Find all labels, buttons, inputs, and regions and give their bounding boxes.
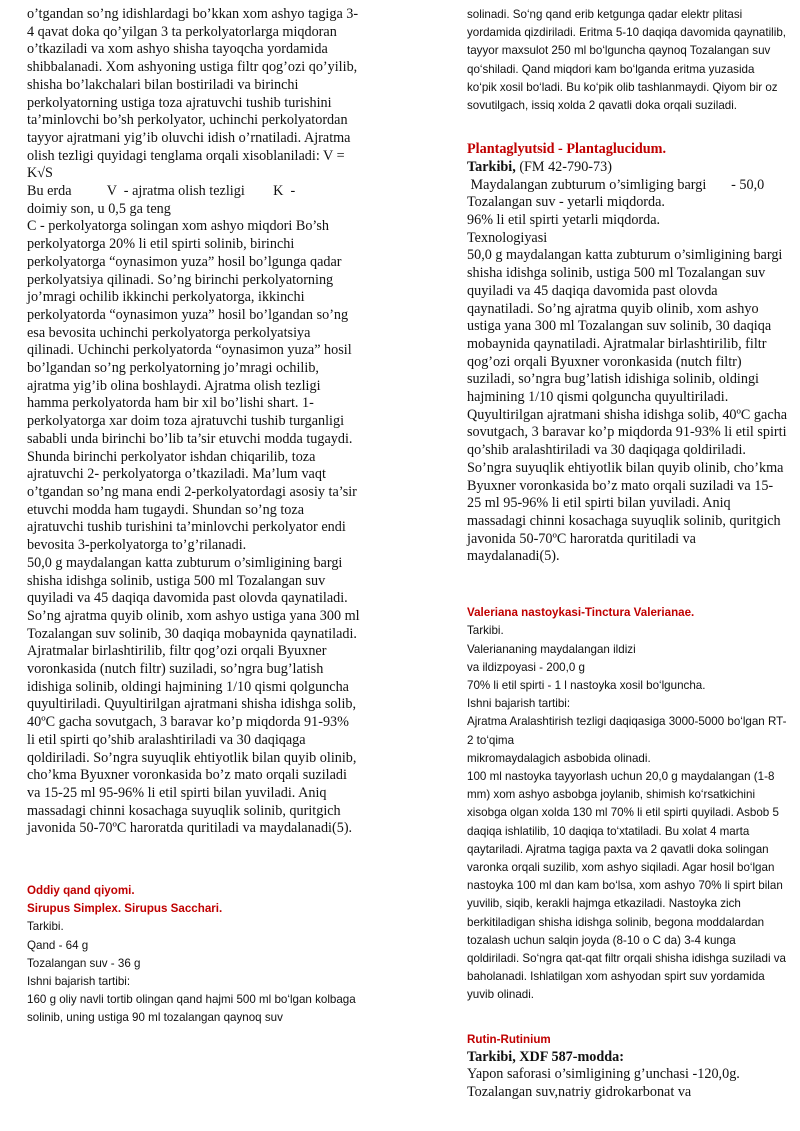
rutin-ingredient-buds: Yapon saforasi o’simligining g’unchasi -120,0g. [467, 1066, 740, 1083]
syrup-latin-heading: Sirupus Simplex. Sirupus Sacchari. [27, 902, 223, 916]
plantaglucid-ingredient-spirit: 96% li etil spirti yetarli miqdorda. [467, 212, 661, 229]
plantaglucid-composition-line [467, 159, 787, 177]
percolation-paragraph: o’tgandan so’ng idishlardagi bo’kkan xom ashyo tagiga 3-4 qavat doka qo’yilgan 3 ta perkolyatorlarga miqdoran o’tkaziladi va xom ashyo shisha tayoqcha yordamida shibbalanadi. Xom ashyoning ustiga filtr qog’ozi qo’yilib, shisha bo’lakchalari bilan bostiriladi va birinchi perkolyatorning ustiga toza ajratuvchi tushib turishini ta’minlovchi bo’sh perkolyator, uchinchi perkolyatordan tayyor ajratmani yig’ib oluvchi idish o’rnatiladi. Ajratma olish tezligi quyidagi tenglama orqali xisoblaniladi: V = K√S [27, 6, 359, 182]
valeriana-procedure-paragraph: 100 ml nastoyka tayyorlash uchun 20,0 g maydalangan (1-8 mm) xom ashyo asbobga joylanib, shimish ko‘rsatkichini xisobga olgan xolda 130 ml 70% li etil spirti quyiladi. Asbob 5 daqiqa ishlatilib, 10 daqiqa to‘xtatiladi. Bu xolat 4 marta qaytariladi. Ajratma tagiga paxta va 2 qavatli doka solingan varonka orqali suzilib, xom ashyo siqiladi. Agar hosil bo‘lgan nastoyka 100 ml dan kam bo‘lsa, xom ashyo 70% li spirt bilan yuvilib, siqib, kerakli hajmga etkaziladi. Nastoyka zich berkitiladigan shisha idishga solinib, begona moddalardan tozalash uchun salqin joyda (8-10 o C da) 3-4 kunga qoldiriladi. So‘ngra qat-qat filtr orqali shisha idishga suziladi va baholanadi. Ishlatilgan xom ashyodan spirt suv yordamida yuvib olinadi. [467, 769, 786, 1002]
left-column [27, 6, 360, 1028]
syrup-ingredient-sugar: Qand - 64 g [27, 938, 89, 952]
syrup-composition-label: Tarkibi. [27, 920, 64, 934]
plantaglucid-composition-label: Tarkibi, [467, 158, 516, 175]
percolation-process-paragraph: C - perkolyatorga solingan xom ashyo miqdori Bo’sh perkolyatorga 20% li etil spirti solinib, birinchi perkolyatorga “oynasimon yuza” hosil bo’lgunga qadar perkolyatsiya qilinadi. So’ng birinchi perkolyatorning jo’mragi ochilib ikkinchi perkolyatorga, ikkinchi perkolyatorda “oynasimon yuza” hosil bo’lgandan so’ng esa bevosita uchinchi perkolyatorga perkolyatsiya qilinadi. Uchinchi perkolyatorda “oynasimon yuza” hosil bo’lgandan so’ng perkolyatorning jo’mragi ochilib, ajratma yig’ib olina boshlaydi. Ajratma olish tezligi hamma perkolyatorda ham bir xil bo’lishi shart. 1-perkolyatorga xar doim toza ajratuvchi tushib turganligi sababli unda birinchi bo’lib ta’sir etuvchi modda tugaydi. Shunda birinchi perkolyator ishdan chiqarilib, toza ajratuvchi 2- perkolyatorga o’tkaziladi. Ma’lum vaqt o’tgandan so’ng mana endi 2-perkolyatordagi asosiy ta’sir etuvchi modda ham tugaydi. Shundan so’ng toza ajratuvchi tushib turishini ta’minlovchi perkolyator endi bevosita 3-perkolyatorga to’g’rilanadi. [27, 218, 357, 554]
plantaglucid-ingredient-water: Tozalangan suv - yetarli miqdorda. [467, 194, 665, 211]
plantaglucid-technology-label: Texnologiyasi [467, 229, 548, 246]
valeriana-equipment-line: Ajratma Aralashtirish tezligi daqiqasiga 3000-5000 bo‘lgan RT-2 to‘qima [467, 715, 787, 747]
plantaglucid-composition-ref: (FM 42-790-73) [515, 158, 612, 175]
syrup-heading: Oddiy qand qiyomi. [27, 884, 135, 898]
syrup-procedure-label: Ishni bajarish tartibi: [27, 975, 131, 989]
valeriana-heading: Valeriana nastoykasi-Tinctura Valerianae. [467, 606, 695, 620]
syrup-ingredient-water: Tozalangan suv - 36 g [27, 956, 141, 970]
valeriana-equipment-line-2: mikromaydalagich asbobida olinadi. [467, 751, 651, 765]
valeriana-ingredient-spirit: 70% li etil spirti - 1 l nastoyka xosil bo‘lguncha. [467, 678, 706, 692]
rutin-heading: Rutin-Rutinium [467, 1032, 551, 1046]
plantaglucid-heading: Plantaglyutsid - Plantaglucidum. [467, 141, 667, 158]
syrup-procedure-text: 160 g oliy navli tortib olingan qand hajmi 500 ml bo‘lgan kolbaga solinib, uning ustiga 90 ml tozalangan qaynoq suv [27, 993, 356, 1025]
formula-legend-line [27, 183, 360, 201]
valeriana-ingredient-root: Valeriananing maydalangan ildizi [467, 642, 636, 656]
valeriana-composition-label: Tarkibi. [467, 624, 504, 638]
formula-legend-text: Bu erda V - ajratma olish tezligi K - [27, 183, 296, 200]
rutin-composition-label: Tarkibi, XDF 587-modda: [467, 1048, 625, 1065]
plantaglucid-ingredient-leaf: Maydalangan zubturum o’simliging bargi - 50,0 [467, 176, 765, 193]
valeriana-procedure-label: Ishni bajarish tartibi: [467, 697, 571, 711]
section-spacer [467, 566, 787, 604]
syrup-procedure-continued: solinadi. So‘ng qand erib ketgunga qadar elektr plitasi yordamida qizdiriladi. Eritma 5-10 daqiqa davomida qaynatilib, tayyor maxsulot 250 ml bo‘lguncha qaynoq Tozalangan suv qo‘shiladi. Qand miqdori kam bo‘lganda eritma yuzasida ko‘pik xosil bo‘ladi. Bu ko‘pik olib tashlanmaydi. Qiyom bir oz sovutilgach, issiq xolda 2 qavatli doka orqali suziladi. [467, 8, 786, 113]
plantaglucid-technology-paragraph: 50,0 g maydalangan katta zubturum o’simligining bargi shisha idishga solinib, ustiga 500 ml Tozalangan suv quyiladi va 45 daqiqa davomida past olovda qaynatiladi. So’ng ajratma quyib olinib, xom ashyo ustiga yana 300 ml Tozalangan suv solinib, 30 daqiqa mobaynida qaynatiladi. Ajratmalar birlashtirilib, filtr qog’ozi orqali Byuxner voronkasida (nutch filtr) suziladi, so’ngra bug’latish idishiga solinib, oldingi hajmining 1/10 qismi qolguncha quyultiriladi. Quyultirilgan ajratmani shisha idishga solib, 40ºC gacha sovutgach, 3 baravar ko’p miqdorda 91-93% li etil spirti qo’shib aralashtiriladi va 30 daqiqaga qoldiriladi. So’ngra suyuqlik ehtiyotlik bilan quyib olinib, cho’kma Byuxner voronkasida bo’z mato orqali suziladi va 15-25 ml 95-96% li etil spirti bilan yuviladi. Aniq massadagi chinni kosachaga suyuqlik solinib, quritgich javonida 50-70ºC haroratda quritiladi va maydalanadi(5). [467, 247, 788, 565]
section-spacer [27, 838, 360, 882]
formula-constant-line: doimiy son, u 0,5 ga teng [27, 200, 171, 217]
section-spacer [467, 1005, 787, 1031]
right-column [467, 6, 787, 1102]
valeriana-ingredient-rhizome: va ildizpoyasi - 200,0 g [467, 660, 585, 674]
plantaglucid-method-paragraph: 50,0 g maydalangan katta zubturum o’simligining bargi shisha idishga solinib, ustiga 500 ml Tozalangan suv quyiladi va 45 daqiqa davomida past olovda qaynatiladi. So’ng ajratma quyib olinib, xom ashyo ustiga yana 300 ml Tozalangan suv solinib, 30 daqiqa mobaynida qaynatiladi. Ajratmalar birlashtirilib, filtr qog’ozi orqali Byuxner voronkasida (nutch filtr) suziladi, so’ngra bug’latish idishiga solinib, oldingi hajmining 1/10 qismi qolguncha quyultiriladi. Quyultirilgan ajratmani shisha idishga solib, 40ºC gacha sovutgach, 3 baravar ko’p miqdorda 91-93% li etil spirti qo’shib aralashtiriladi va 30 daqiqaga qoldiriladi. So’ngra suyuqlik ehtiyotlik bilan quyib olinib, cho’kma Byuxner voronkasida bo’z mato orqali suziladi va 15-25 ml 95-96% li etil spirti bilan yuviladi. Aniq massadagi chinni kosachaga suyuqlik solinib, quritgich javonida 50-70ºC haroratda quritiladi va maydalanadi(5). [27, 554, 360, 837]
section-spacer [467, 115, 787, 141]
rutin-ingredient-water: Tozalangan suv,natriy gidrokarbonat va [467, 1084, 692, 1101]
